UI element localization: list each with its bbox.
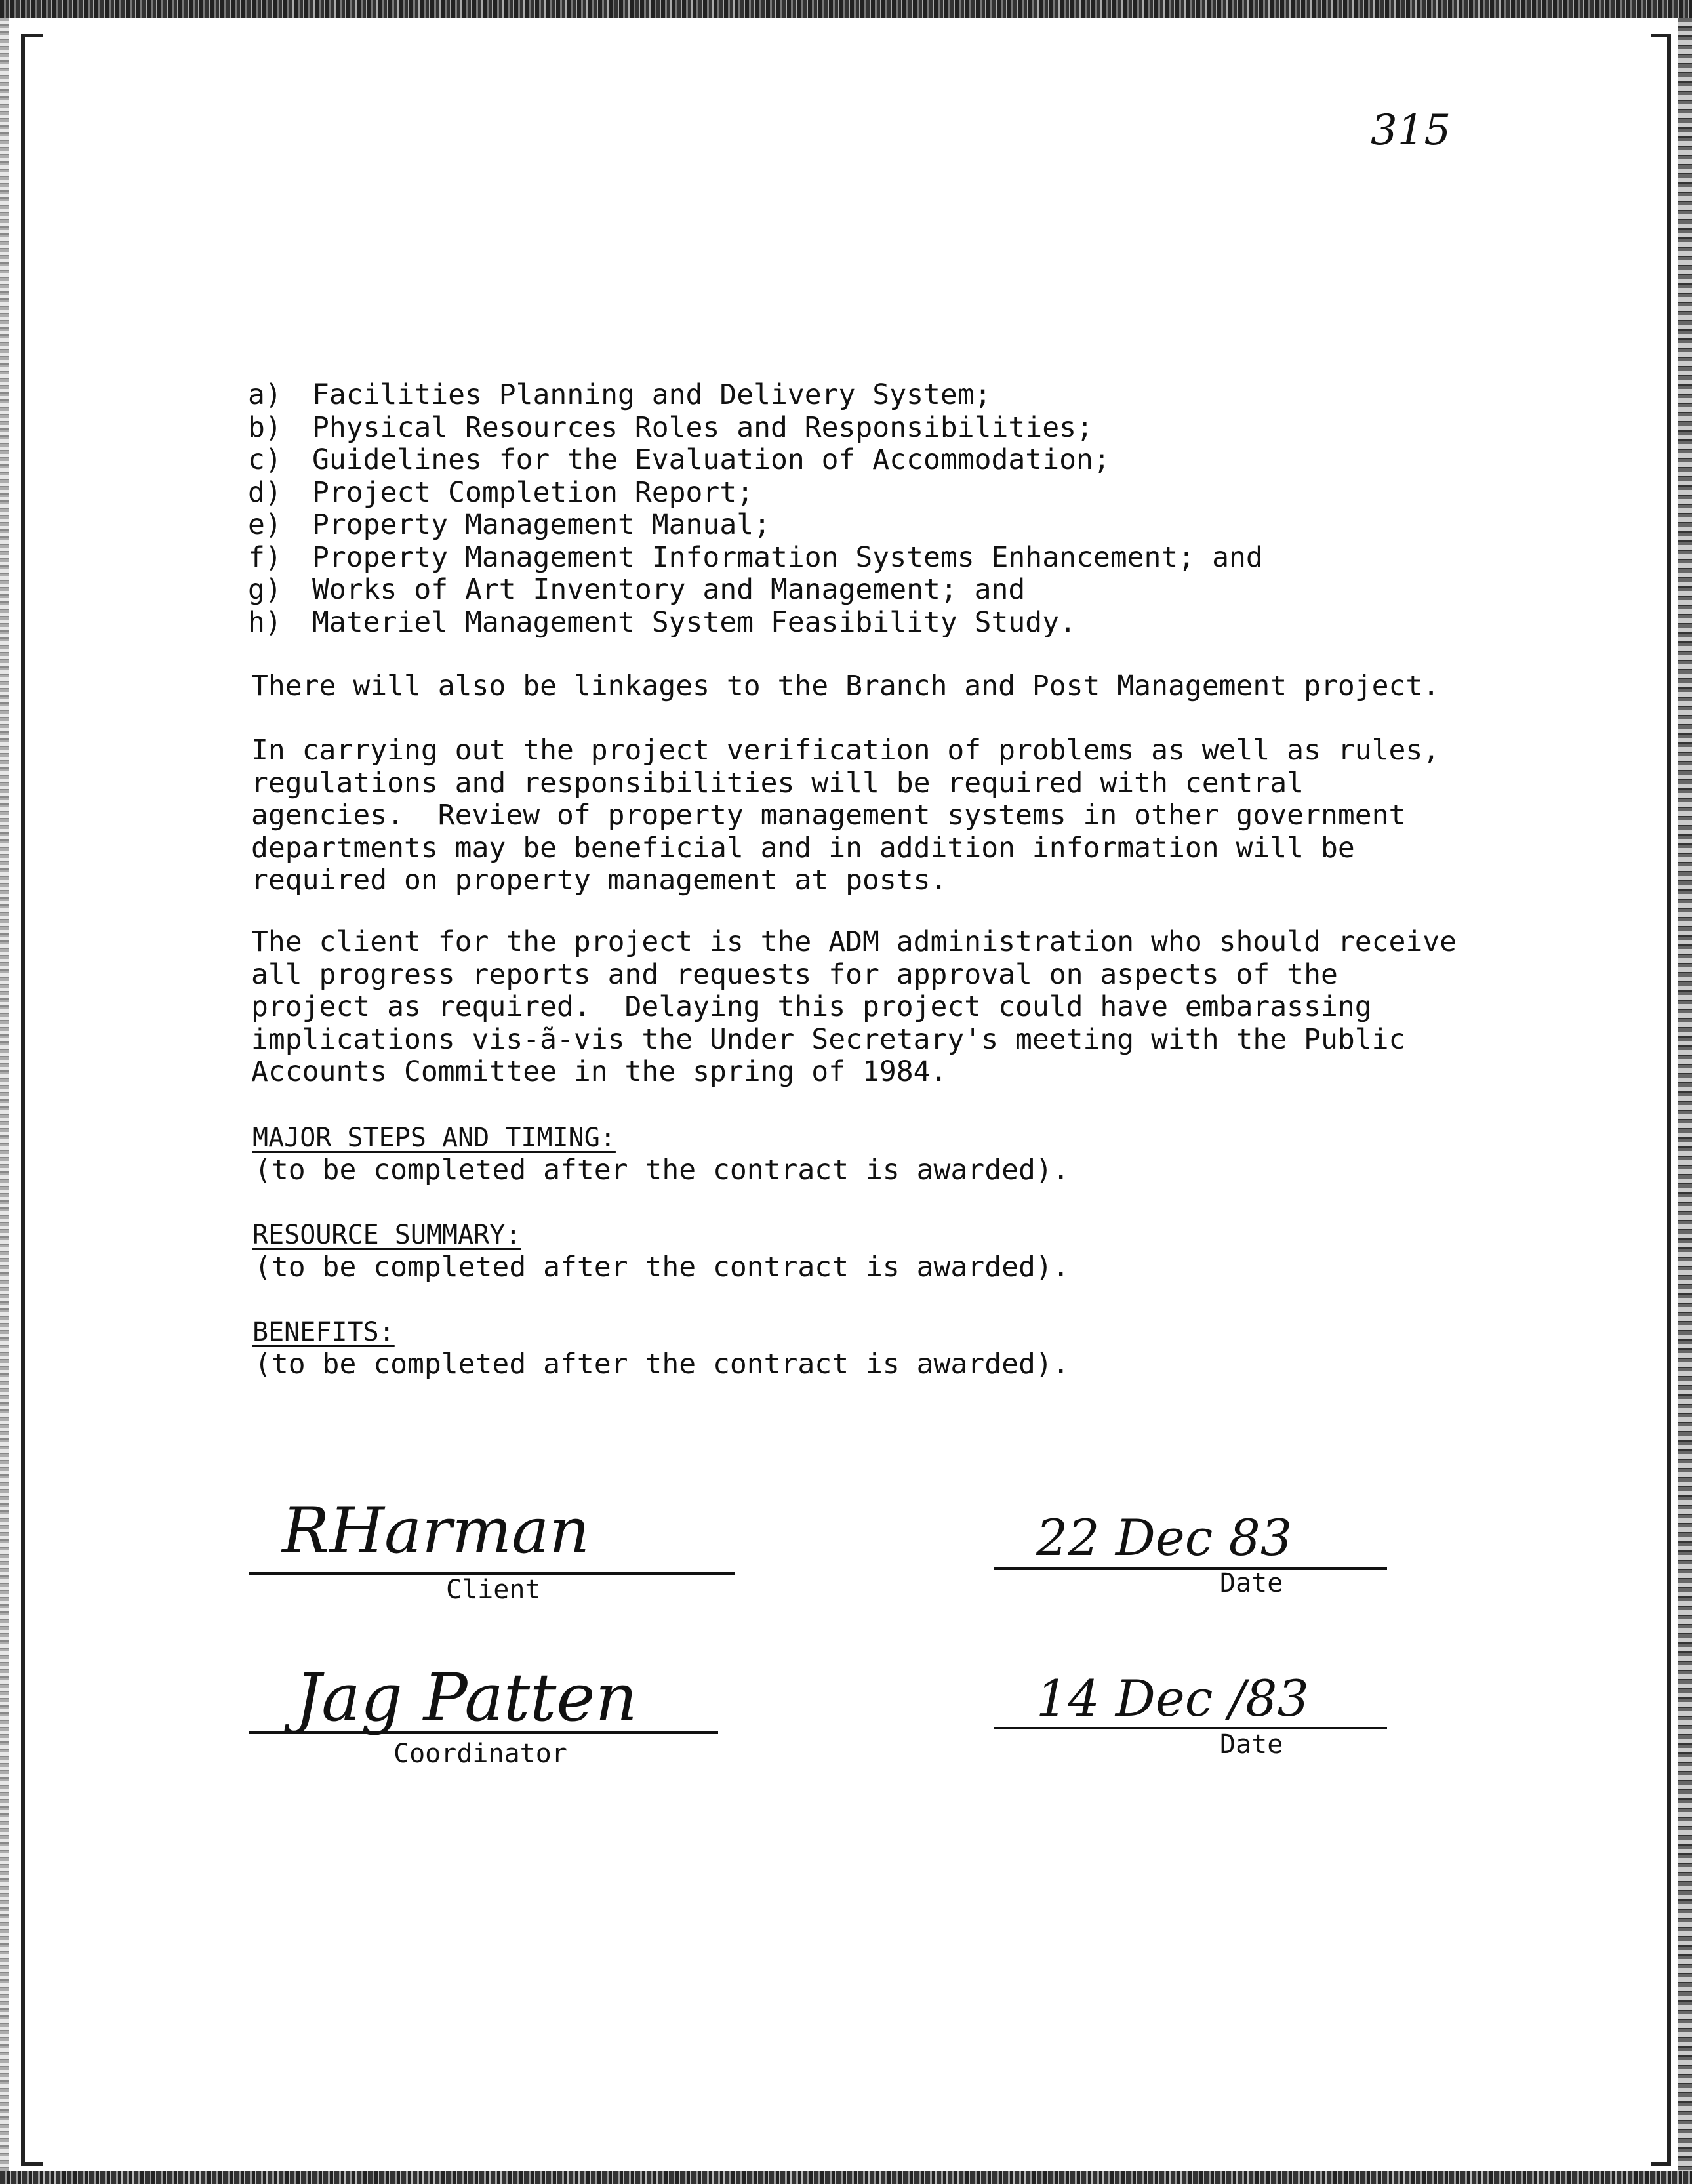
paragraph-line: departments may be beneficial and in addition information will be	[251, 831, 1355, 864]
list-item	[248, 379, 1263, 412]
list-marker: d)	[248, 475, 282, 509]
list-item-text: Works of Art Inventory and Management; and	[312, 573, 1026, 606]
page-bracket-left	[21, 34, 43, 2166]
client-date-label: Date	[1220, 1568, 1283, 1598]
coordinator-label: Coordinator	[393, 1739, 567, 1769]
coordinator-signature-line	[249, 1731, 718, 1734]
list-item	[248, 574, 1263, 607]
benefits-heading: BENEFITS:	[252, 1317, 395, 1347]
list-item	[248, 477, 1263, 510]
paragraph-line: required on property management at posts.	[251, 864, 948, 897]
client-paragraph	[251, 926, 1457, 1089]
client-date-handwritten: 22 Dec 83	[1036, 1508, 1293, 1567]
paragraph-line: agencies. Review of property management systems in other government	[251, 799, 1406, 832]
linkages-paragraph	[251, 670, 1440, 703]
list-item-text: Guidelines for the Evaluation of Accommodation;	[312, 443, 1110, 476]
coordinator-date-label: Date	[1220, 1729, 1283, 1760]
major-steps-heading: MAJOR STEPS AND TIMING:	[252, 1123, 616, 1153]
list-marker: f)	[248, 540, 282, 574]
list-item-text: Property Management Manual;	[312, 508, 771, 541]
page-bracket-right	[1651, 34, 1671, 2166]
list-marker: e)	[248, 508, 282, 541]
handwritten-page-number: 315	[1371, 106, 1451, 155]
paragraph-line: all progress reports and requests for approval on aspects of the	[251, 958, 1338, 991]
list-marker: c)	[248, 443, 282, 476]
list-item-text: Materiel Management System Feasibility Study.	[312, 605, 1076, 639]
list-marker: a)	[248, 378, 282, 411]
scan-border-top	[0, 0, 1692, 18]
client-label: Client	[446, 1575, 541, 1605]
client-date-line	[994, 1567, 1387, 1570]
list-marker: g)	[248, 573, 282, 606]
paragraph-line: In carrying out the project verification of problems as well as rules,	[251, 734, 1440, 767]
list-item-text: Facilities Planning and Delivery System;	[312, 378, 992, 411]
list-marker: b)	[248, 411, 282, 444]
client-signature: RHarman	[282, 1494, 590, 1567]
verification-paragraph	[251, 735, 1440, 897]
list-item	[248, 607, 1263, 639]
list-item-text: Property Management Information Systems Enhancement; and	[312, 540, 1263, 574]
paragraph-line: The client for the project is the ADM administration who should receive	[251, 925, 1457, 958]
list-item-text: Project Completion Report;	[312, 475, 754, 509]
scan-border-right	[1678, 18, 1692, 2171]
coordinator-date-handwritten: 14 Dec /83	[1036, 1669, 1309, 1728]
coordinator-signature: Jag Patten	[295, 1659, 637, 1736]
scan-border-left	[0, 18, 9, 2171]
list-item-text: Physical Resources Roles and Responsibilities;	[312, 411, 1093, 444]
list-item	[248, 509, 1263, 542]
benefits-note: (to be completed after the contract is awarded).	[254, 1348, 1070, 1381]
list-item	[248, 412, 1263, 445]
deliverables-list	[248, 379, 1263, 639]
resource-summary-heading: RESOURCE SUMMARY:	[252, 1220, 521, 1250]
list-marker: h)	[248, 605, 282, 639]
paragraph-line: Accounts Committee in the spring of 1984.	[251, 1055, 948, 1088]
major-steps-note: (to be completed after the contract is awarded).	[254, 1154, 1070, 1186]
list-item	[248, 444, 1263, 477]
coordinator-date-line	[994, 1727, 1387, 1729]
list-item	[248, 542, 1263, 575]
paragraph-line: project as required. Delaying this project could have embarassing	[251, 990, 1372, 1023]
resource-summary-note: (to be completed after the contract is awarded).	[254, 1251, 1070, 1284]
paragraph-line: implications vis-ã-vis the Under Secretary's meeting with the Public	[251, 1022, 1406, 1056]
paragraph-line: There will also be linkages to the Branch and Post Management project.	[251, 670, 1440, 702]
paragraph-line: regulations and responsibilities will be required with central	[251, 766, 1304, 799]
scan-border-bottom	[0, 2171, 1692, 2184]
